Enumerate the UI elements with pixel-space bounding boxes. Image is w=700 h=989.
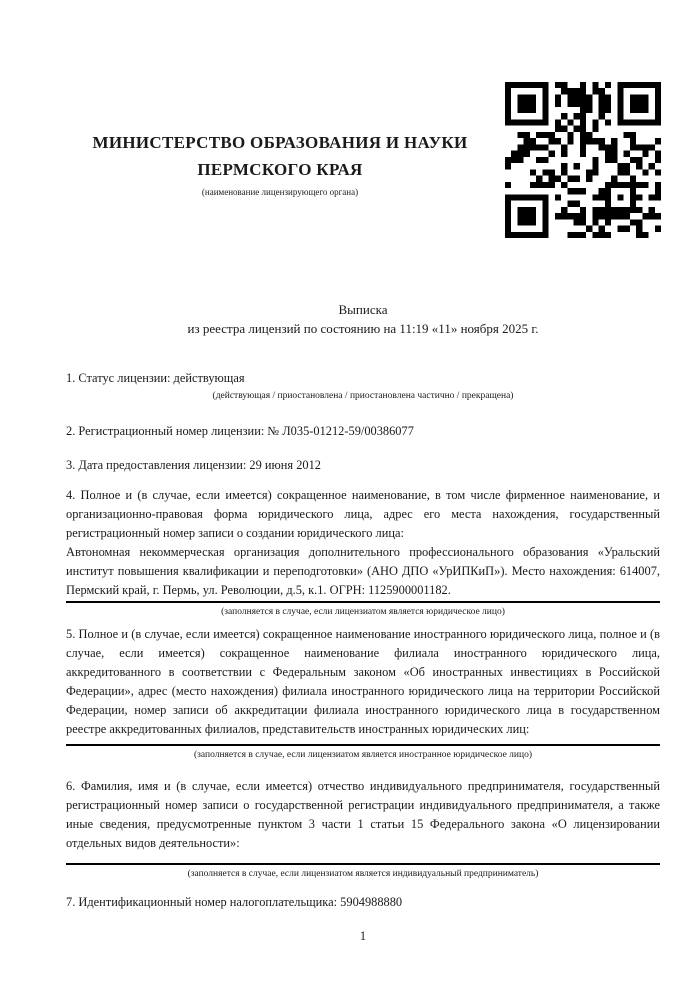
section-license-status (66, 369, 660, 402)
license-date-text: 3. Дата предоставления лицензии: 29 июня 2012 (66, 458, 322, 472)
section-legal-entity (66, 486, 660, 618)
legal-entity-answer: Автономная некоммерческая организация дополнительного профессионального образования «Уральский институт повышения квалификации и переподготовки» (АНО ДПО «УрИПКиП»). Место нахождения: 614007, Пермский край, г. Пермь, ул. Революции, д.5, к.1. ОГРН: 1125900001182. (66, 545, 660, 597)
qr-code-icon (505, 82, 661, 238)
entrepreneur-question: 6. Фамилия, имя и (в случае, если имеется) отчество индивидуального предпринимателя, государственный регистрационный номер записи о государственной регистрации индивидуального предпринимателя, а также иные сведения, предусмотренные пунктом 3 части 1 статьи 15 Федерального закона «О лицензировании отдельных видов деятельности»: (66, 779, 660, 850)
ministry-caption: (наименование лицензирующего органа) (201, 187, 359, 197)
legal-entity-question: 4. Полное и (в случае, если имеется) сокращенное наименование, в том числе фирменное наименование, и организационно-правовая форма юридического лица, адрес его места нахождения, государственный регистрационный номер записи о создании юридического лица: (66, 488, 660, 540)
registration-number-text: 2. Регистрационный номер лицензии: № Л035-01212-59/00386077 (66, 424, 414, 438)
section-registration-number (66, 422, 660, 441)
section-individual-entrepreneur (66, 777, 660, 880)
ministry-name-line2: ПЕРМСКОГО КРАЯ (197, 160, 363, 179)
section-taxpayer-id (66, 893, 660, 912)
section-foreign-entity (66, 625, 660, 761)
foreign-entity-caption: (заполняется в случае, если лицензиатом является иностранное юридическое лицо) (194, 750, 532, 760)
document-title (66, 300, 660, 338)
entrepreneur-divider (66, 863, 660, 865)
license-status-options-caption: (действующая / приостановлена / приостановлена частично / прекращена) (212, 391, 514, 401)
foreign-entity-divider (66, 744, 660, 746)
license-status-text: 1. Статус лицензии: действующая (66, 371, 245, 385)
page-number: 1 (359, 929, 367, 943)
taxpayer-id-text: 7. Идентификационный номер налогоплательщика: 5904988880 (66, 895, 403, 909)
legal-entity-caption: (заполняется в случае, если лицензиатом является юридическое лицо) (221, 607, 505, 617)
legal-entity-divider (66, 601, 660, 603)
entrepreneur-caption: (заполняется в случае, если лицензиатом является индивидуальный предприниматель) (187, 869, 539, 879)
foreign-entity-question: 5. Полное и (в случае, если имеется) сокращенное наименование иностранного юридического лица, полное и (в случае, если имеется) сокращенное наименование филиала иностранного юридического лица, аккредитованного в соответствии с Федеральным законом «Об иностранных инвестициях в Российской Федерации», адрес (место нахождения) филиала иностранного юридического лица на территории Российской Федерации, номер записи об аккредитации филиала иностранного юридического лица в государственном реестре аккредитованных филиалов, представительств иностранных юридических лиц: (66, 627, 660, 736)
section-license-date (66, 456, 660, 475)
title-line1: Выписка (338, 302, 388, 317)
ministry-name-line1: МИНИСТЕРСТВО ОБРАЗОВАНИЯ И НАУКИ (92, 133, 468, 152)
title-line2: из реестра лицензий по состоянию на 11:19 «11» ноября 2025 г. (187, 321, 539, 336)
licensing-authority-header (40, 129, 520, 198)
